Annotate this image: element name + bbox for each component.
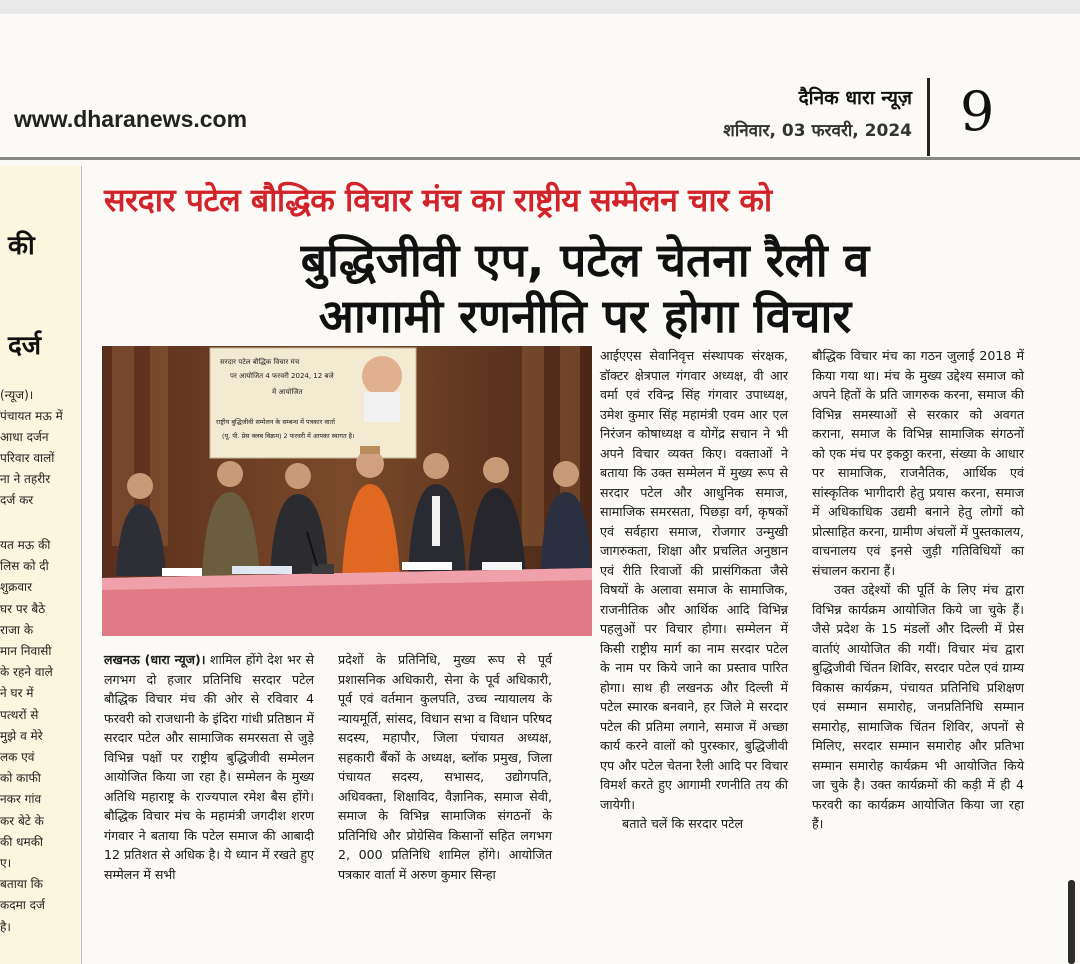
column-2-text: प्रदेशों के प्रतिनिधि, मुख्य रूप से पूर्व प्रशासनिक अधिकारी, सेना के पूर्व अधिकारी, पूर्व एवं वर्तमान कुलपति, उच्च न्यायालय के न्यायमूर्ति, सांसद, विधान सभा व विधान परिषद सदस्य, महापौर, जिला पंचायत अध्यक्ष, सहकारी बैंकों के अध्यक्ष, ब्लॉक प्रमुख, जिला पंचायत सदस्य, सभासद, उद्योगपति, अधिवक्ता, शिक्षाविद, वैज्ञानिक, समाज सेवी, समाज के विभिन्न सामाजिक संगठनों के प्रतिनिधि और प्रोग्रेसिव किसानों सहित लगभग 2, 000 प्रतिनिधि शामिल होंगे। आयोजित पत्रकार वार्ता में अरुण कुमार सिन्हा <box>338 652 552 882</box>
column-3-text-continued: बताते चलें कि सरदार पटेल <box>622 816 744 831</box>
banner-line-2: पर आयोजित 4 फरवरी 2024, 12 बजे <box>230 372 334 380</box>
left-strip-line: घर पर बैठे <box>0 601 46 616</box>
column-divider <box>81 166 82 964</box>
website-url: www.dharanews.com <box>14 106 248 132</box>
dateline: लखनऊ (धारा न्यूज)। <box>104 652 206 667</box>
fragment-heading-1: की <box>8 231 35 261</box>
header-rule <box>0 157 1080 160</box>
left-strip-line: यत मऊ की <box>0 538 51 552</box>
banner-line-4: राष्ट्रीय बुद्धिजीवी सम्मेलन के सम्बन्ध में पत्रकार वार्ता <box>216 418 335 426</box>
left-strip-line: की धमकी <box>0 834 44 849</box>
column-3-text: आईएएस सेवानिवृत्त संस्थापक संरक्षक, डॉक्टर क्षेत्रपाल गंगवार अध्यक्ष, वी आर वर्मा एवं रविन्द्र सिंह गंगवार उपाध्यक्ष, उमेश कुमार सिंह महामंत्री एवम आर एल निरंजन कोषाध्यक्ष व योगेंद्र सचान ने भी अपने विचार व्यक्त किए। वक्ताओं ने बताया कि उक्त सम्मेलन में मुख्य रूप से सरदार पटेल और आधुनिक समाज, सामाजिक समरसता, पिछड़ा वर्ग, कृषकों एवं सर्वहारा समाज, रोजगार उन्मुखी जागरुकता, शिक्षा और प्रचलित अनुष्ठान एवं रीति रिवाजों की प्रासंगिकता जैसे विषयों के अलावा समाज के सामाजिक, राजनीतिक और आर्थिक आदि विभिन्न पहलुओं पर विचार होगा। सम्मेलन में किसी राष्ट्रीय मार्ग का नाम सरदार पटेल के नाम पर किये जाने का प्रस्ताव पारित होगा। साथ ही लखनऊ और दिल्ली में पटेल स्मारक बनवाने, हर जिले मे सरदार पटेल की प्रतिमा लगाने, समाज में अच्छा कार्य करने वालों को पुरस्कार, बुद्धिजीवी एप और पटेल चेतना रैली आदि पर विचार विमर्श करते हुए आगामी रणनीति तय की जायेगी। <box>600 348 788 812</box>
left-strip-line: कर बेटे के <box>0 813 44 828</box>
left-strip-line: नकर गांव <box>0 792 42 807</box>
left-strip-line: लक एवं <box>0 750 35 764</box>
left-strip-line: आधा दर्जन <box>0 430 49 444</box>
article-column-2 <box>338 650 552 884</box>
left-strip-line: पत्थरों से <box>0 707 39 722</box>
column-4-text-continued: उक्त उद्देश्यों की पूर्ति के लिए मंच द्वारा विभिन्न कार्यक्रम आयोजित किये जा चुके हैं। जैसे प्रदेश के 15 मंडलों और दिल्ली में प्रेस वार्ताएं आयोजित की गयीं। विचार मंच द्वारा बुद्धिजीवी चिंतन शिविर, सरदार पटेल एवं ग्राम्य विकास कार्यक्रम, पंचायत प्रतिनिधि प्रशिक्षण एवं सम्मान समारोह, जनप्रतिनिधि सम्मान समारोह, सामाजिक चिंतन शिविर, अपनों से मिलिए, सरदार सम्मान समारोह और प्रतिभा सम्मान समारोह कार्यक्रम भी आयोजित किये जा चुके है। उक्त कार्यक्रमों की कड़ी में ही 4 फरवरी का कार्यक्रम आयोजित किया जा रहा हैं। <box>812 582 1024 831</box>
left-strip-line: को काफी <box>0 771 41 786</box>
article-column-1 <box>104 650 314 884</box>
press-conference-photo <box>102 346 592 636</box>
left-strip-line: राजा के <box>0 622 34 637</box>
left-strip-line: कदमा दर्ज <box>0 898 45 913</box>
paper-name: दैनिक धारा न्यूज़ <box>798 87 912 109</box>
fragment-heading-2: दर्ज <box>8 331 42 361</box>
left-strip-line: के रहने वाले <box>0 665 53 680</box>
left-strip-line: पंचायत मऊ में <box>0 409 63 423</box>
left-strip-line: ए। <box>0 856 12 870</box>
article-kicker: सरदार पटेल बौद्धिक विचार मंच का राष्ट्रीय सम्मेलन चार को <box>104 181 772 219</box>
left-strip-line: लिस को दी <box>0 559 49 574</box>
column-1-text: शामिल होंगे देश भर से लगभग दो हजार प्रतिनिधि सरदार पटेल बौद्धिक विचार मंच की ओर से रविवार 4 फरवरी को राजधानी के इंदिरा गांधी प्रतिष्ठान में सरदार पटेल और सामाजिक समरसता से जुड़े विभिन्न पक्षों पर राष्ट्रीय बुद्धिजीवी सम्मेलन आयोजित किया जा रहा है। सम्मेलन के मुख्य अतिथि महाराष्ट्र के राज्यपाल रमेश बैस होंगे। बौद्धिक विचार मंच के महामंत्री जगदीश शरण गंगवार ने बताया कि पटेल समाज की आबादी 12 प्रतिशत से अधिक है। ये ध्यान में रखते हुए सम्मेलन में सभी <box>104 652 314 882</box>
left-strip-line: बताया कि <box>0 877 44 892</box>
article-column-3 <box>600 346 788 834</box>
banner-line-3: में आयोजित <box>272 388 303 396</box>
left-strip-line: मुझे व मेरे <box>0 728 43 743</box>
headline-line-1: बुद्धिजीवी एप, पटेल चेतना रैली व <box>300 233 870 287</box>
headline-line-2: आगामी रणनीति पर होगा विचार <box>318 289 852 343</box>
page-number: 9 <box>960 80 995 143</box>
masthead-divider <box>927 78 930 156</box>
left-strip-line: है। <box>0 919 11 934</box>
issue-date: शनिवार, 03 फरवरी, 2024 <box>723 121 912 141</box>
left-strip-line: ना ने तहरीर <box>0 472 51 486</box>
masthead <box>723 84 912 141</box>
left-strip-line: दर्ज कर <box>0 493 34 507</box>
scrollbar-thumb[interactable] <box>1068 880 1075 964</box>
left-strip-line: (न्यूज)। <box>0 388 34 402</box>
banner-line-1: सरदार पटेल बौद्धिक विचार मंच <box>220 358 300 366</box>
article-column-4 <box>812 346 1024 834</box>
left-strip-line: परिवार वालों <box>0 451 55 465</box>
left-strip-line: शुक्रवार <box>0 580 33 595</box>
top-strip <box>0 0 1080 14</box>
banner-line-5: (यू. पी. प्रेस क्लब विक्रम) 2 फरवरी में आपका स्वागत है। <box>222 432 355 440</box>
left-strip-line: ने घर में <box>0 686 34 701</box>
column-4-text: बौद्धिक विचार मंच का गठन जुलाई 2018 में किया गया था। मंच के मुख्य उद्देश्य समाज को अपने हितों के प्रति जागरुक करना, समाज की विभिन्न समस्याओं से सरकार को अवगत कराना, समाज के विभिन्न सामाजिक संगठनों को एक मंच पर इकठ्ठा करना, संख्या के आधार पर सामाजिक, राजनैतिक, आर्थिक एवं सांस्कृतिक भागीदारी हेतु प्रयास करना, समाज में अधिकाधिक उद्यमी बनाने हेतु लोगों को प्रोत्साहित करना, ग्रामीण अंचलों में पुस्तकालय, वाचनालय एवं इनसे जुड़ी गतिविधियों का संचालन कराना हैं। <box>812 348 1024 578</box>
adjacent-article-strip <box>0 166 80 964</box>
event-banner <box>210 348 416 458</box>
left-strip-line: मान निवासी <box>0 644 52 658</box>
